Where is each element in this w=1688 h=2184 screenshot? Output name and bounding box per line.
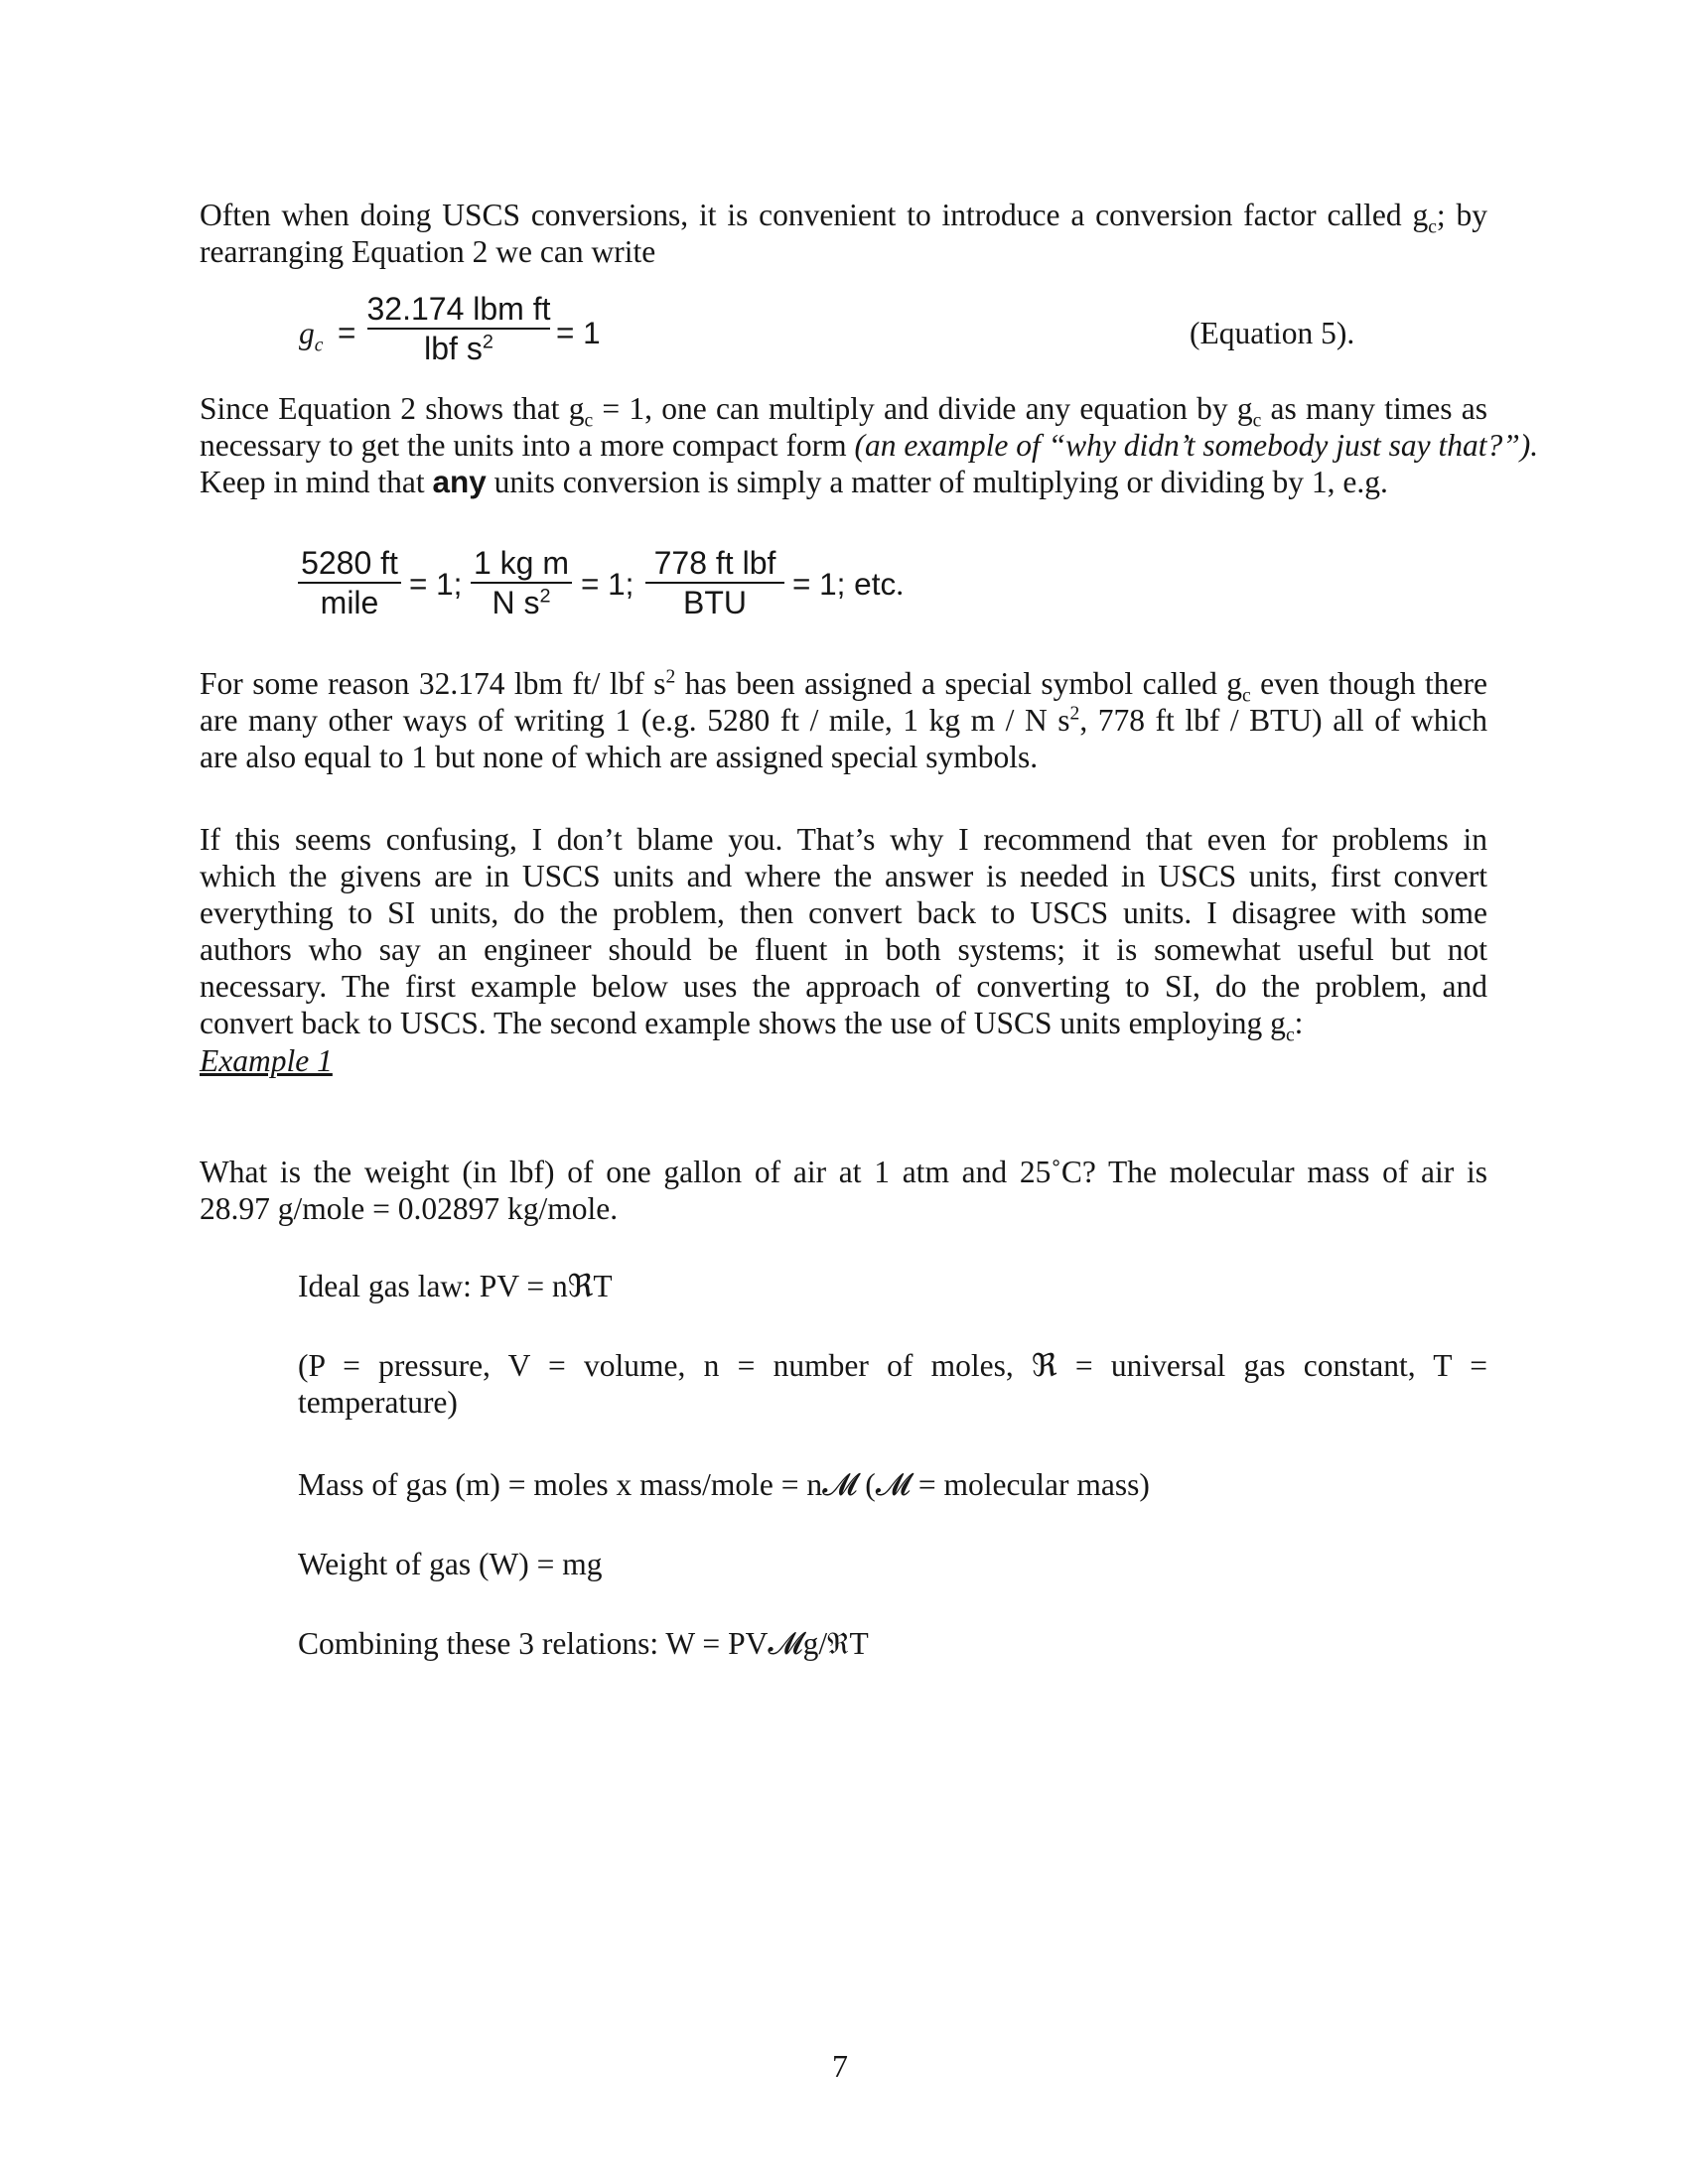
since-italic-aside: (an example of “why didn’t somebody just say that?”). <box>854 428 1539 463</box>
eq5-sub: c <box>314 335 324 356</box>
confusing-text-6a: convert back to USCS. The second example shows the use of USCS units employing g <box>200 1006 1286 1040</box>
conv-fraction-1 <box>298 544 401 621</box>
reason-sup-2: 2 <box>1069 703 1080 725</box>
definitions-line-1: (P = pressure, V = volume, n = number of moles, ℜ = universal gas constant, T = <box>298 1348 1487 1383</box>
confusing-line-2: which the givens are in USCS units and where the answer is needed in USCS units, first convert <box>200 859 1487 893</box>
eq5-lhs <box>299 315 324 356</box>
eq5-label: (Equation 5). <box>1190 316 1355 350</box>
eq5-denominator <box>424 330 493 367</box>
confusing-line-5: necessary. The first example below uses the approach of converting to SI, do the problem, and <box>200 969 1487 1004</box>
gc-subscript: c <box>1242 685 1251 707</box>
confusing-text-6b: : <box>1294 1006 1304 1040</box>
page-number: 7 <box>832 2048 848 2084</box>
conv-3-numerator: 778 ft lbf <box>653 545 776 581</box>
conv-2-numerator: 1 kg m <box>473 545 570 581</box>
since-text-3c: units conversion is simply a matter of multiplying or dividing by 1, e.g. <box>486 465 1388 499</box>
conv-sep-3 <box>792 566 904 603</box>
intro-paragraph <box>200 197 1487 270</box>
since-line-3 <box>200 464 1487 500</box>
eq5-numerator: 32.174 lbm ft <box>366 291 551 327</box>
intro-text-1: Often when doing USCS conversions, it is convenient to introduce a conversion factor called g <box>200 198 1429 232</box>
since-paragraph <box>200 390 1539 500</box>
since-bold-any: any <box>432 464 487 499</box>
reason-line-3: are also equal to 1 but none of which are assigned special symbols. <box>200 740 1039 774</box>
since-line-1 <box>200 390 1487 432</box>
reason-text-1c: even though there <box>1250 666 1487 701</box>
confusing-paragraph <box>200 821 1487 1046</box>
conv-sep-3-text: = 1; etc <box>792 566 897 602</box>
reason-sup-1: 2 <box>665 666 676 688</box>
question-line-1: What is the weight (in lbf) of one gallon of air at 1 atm and 25˚C? The molecular mass of air is <box>200 1155 1487 1189</box>
eq5-rhs: = 1 <box>556 315 601 350</box>
reason-text-1a: For some reason 32.174 lbm ft/ lbf s <box>200 666 666 701</box>
confusing-line-1: If this seems confusing, I don’t blame you. That’s why I recommend that even for problems in <box>200 822 1487 857</box>
definitions-paragraph <box>298 1347 1487 1421</box>
eq5-den-sup: 2 <box>482 331 493 353</box>
conv-2-denominator <box>492 584 550 621</box>
since-text-2a: necessary to get the units into a more compact form <box>200 428 855 463</box>
eq5-fraction <box>367 290 550 367</box>
reason-line-2 <box>200 702 1487 739</box>
intro-line-2: rearranging Equation 2 we can write <box>200 234 656 269</box>
ideal-gas-law: Ideal gas law: PV = nℜT <box>298 1269 613 1303</box>
conv-2-den-text: N s <box>492 585 540 620</box>
conv-1-numerator: 5280 ft <box>301 545 398 581</box>
since-text-1a: Since Equation 2 shows that g <box>200 391 585 426</box>
weight-of-gas-line: Weight of gas (W) = mg <box>298 1547 603 1581</box>
conv-sep-1: = 1; <box>409 566 463 602</box>
conv-2-den-sup: 2 <box>539 585 551 608</box>
mass-of-gas-line: Mass of gas (m) = moles x mass/mole = n𝓜 (𝓜 = molecular mass) <box>298 1467 1150 1502</box>
confusing-line-4: authors who say an engineer should be fluent in both systems; it is somewhat useful but not <box>200 932 1487 967</box>
reason-paragraph <box>200 665 1487 775</box>
gc-subscript: c <box>1252 410 1262 432</box>
conv-sep-3-period: . <box>896 567 905 602</box>
gc-subscript: c <box>1285 1024 1295 1046</box>
question-paragraph <box>200 1154 1487 1227</box>
since-text-1c: as many times as <box>1261 391 1487 426</box>
eq5-g: g <box>299 316 315 350</box>
conv-fraction-2 <box>471 544 572 621</box>
reason-text-2b: , 778 ft lbf / BTU) all of which <box>1079 703 1488 738</box>
intro-text-1-end: ; by <box>1436 198 1487 232</box>
since-text-1b: = 1, one can multiply and divide any equation by g <box>593 391 1253 426</box>
conv-fraction-3 <box>645 544 784 621</box>
gc-subscript: c <box>584 410 594 432</box>
combining-line: Combining these 3 relations: W = PV𝓜g/ℜT <box>298 1626 869 1661</box>
conv-1-denominator: mile <box>320 585 379 620</box>
example-heading: Example 1 <box>200 1043 333 1078</box>
question-line-2: 28.97 g/mole = 0.02897 kg/mole. <box>200 1191 619 1226</box>
gc-subscript: c <box>1428 216 1437 238</box>
reason-text-2a: are many other ways of writing 1 (e.g. 5280 ft / mile, 1 kg m / N s <box>200 703 1070 738</box>
conv-3-denominator: BTU <box>683 585 747 620</box>
confusing-line-3: everything to SI units, do the problem, then convert back to USCS units. I disagree with some <box>200 895 1487 930</box>
intro-line-1 <box>200 197 1487 238</box>
confusing-line-6 <box>200 1005 1487 1046</box>
eq5-equals: = <box>338 315 356 350</box>
eq5-den-text: lbf s <box>424 331 483 366</box>
since-text-3a: Keep in mind that <box>200 465 433 499</box>
reason-text-1b: has been assigned a special symbol called g <box>675 666 1243 701</box>
reason-line-1 <box>200 665 1487 707</box>
since-line-2 <box>200 427 1539 464</box>
definitions-line-2: temperature) <box>298 1385 458 1420</box>
conv-sep-2: = 1; <box>581 566 634 602</box>
